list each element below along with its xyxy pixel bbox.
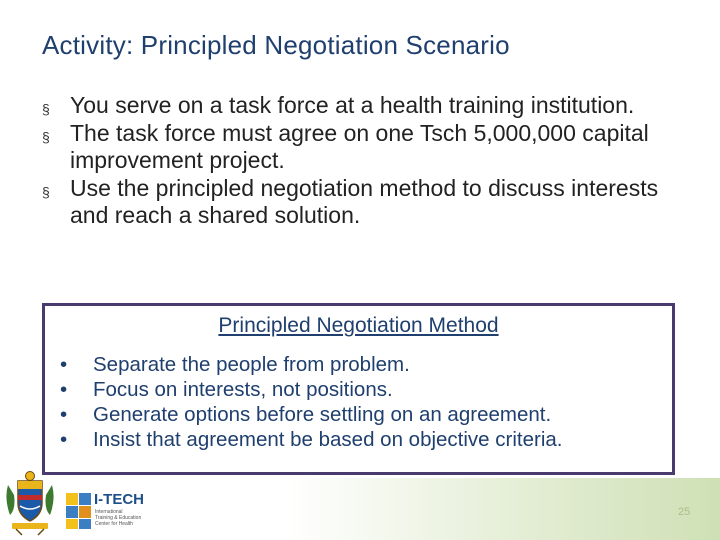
- method-item: [45, 427, 672, 452]
- bullet-dot-icon: •: [60, 403, 68, 426]
- page-number: 25: [678, 506, 691, 518]
- method-box: [42, 303, 675, 475]
- bullet-item: [42, 92, 682, 119]
- slide-title: Activity: Principled Negotiation Scenario: [42, 30, 510, 60]
- method-list: [45, 352, 672, 452]
- itech-logo-subtext: Center for Health: [95, 521, 134, 527]
- bullet-marker-icon: §: [42, 101, 50, 117]
- bullet-text: You serve on a task force at a health training institution.: [70, 92, 635, 118]
- itech-logo: [64, 489, 184, 531]
- itech-globe-icon: [64, 489, 184, 531]
- tanzania-coat-of-arms-icon: [2, 469, 58, 537]
- bullet-marker-icon: §: [42, 129, 50, 145]
- method-item: [45, 352, 672, 377]
- bullet-dot-icon: •: [60, 428, 68, 451]
- bullet-item: [42, 120, 682, 174]
- bullet-dot-icon: •: [60, 353, 68, 376]
- itech-logo-subtext: International: [95, 509, 123, 515]
- bullet-marker-icon: §: [42, 184, 50, 200]
- method-item-text: Insist that agreement be based on objective criteria.: [93, 428, 563, 451]
- method-item: [45, 402, 672, 427]
- bullet-text: The task force must agree on one Tsch 5,000,000 capital improvement project.: [70, 120, 649, 173]
- bullet-text: Use the principled negotiation method to discuss interests and reach a shared solution.: [70, 175, 659, 228]
- itech-logo-wordmark: I-TECH: [94, 491, 144, 508]
- method-item-text: Focus on interests, not positions.: [93, 378, 393, 401]
- method-title: Principled Negotiation Method: [218, 314, 499, 337]
- bullet-dot-icon: •: [60, 378, 68, 401]
- bullet-list: [42, 92, 682, 230]
- method-item-text: Generate options before settling on an agreement.: [93, 403, 552, 426]
- method-item-text: Separate the people from problem.: [93, 353, 410, 376]
- method-item: [45, 377, 672, 402]
- bullet-item: [42, 175, 682, 229]
- itech-logo-subtext: Training & Education: [95, 515, 142, 521]
